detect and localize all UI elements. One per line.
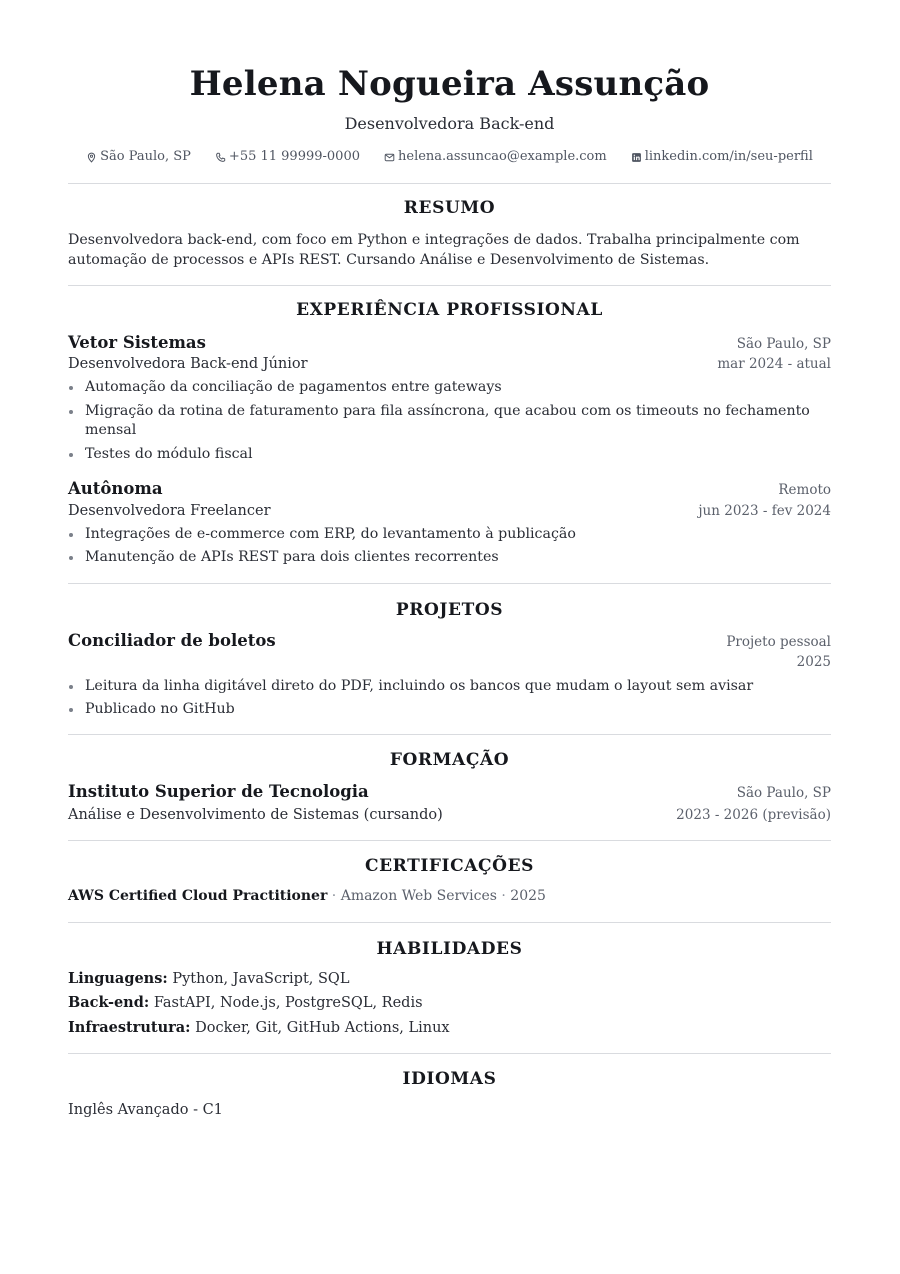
summary-text: Desenvolvedora back-end, com foco em Python e integrações de dados. Trabalha principalmente com automação de processos e APIs REST. Cursando Análise e Desenvolvimento de Sistemas.	[68, 232, 800, 268]
project-name: Conciliador de boletos	[68, 631, 276, 650]
contact-location	[86, 147, 191, 167]
experience-subheader	[68, 501, 831, 521]
education-period: 2023 - 2026 (previsão)	[676, 807, 831, 823]
divider	[68, 1053, 831, 1054]
experience-subheader	[68, 354, 831, 374]
list-item: Leitura da linha digitável direto do PDF, incluindo os bancos que mudam o layout sem avisar	[68, 677, 831, 697]
contact-location-text: São Paulo, SP	[100, 149, 191, 164]
skill-label: Infraestrutura:	[68, 1019, 191, 1036]
experience-org: Vetor Sistemas	[68, 333, 206, 352]
project-year-row	[68, 652, 831, 672]
education-location: São Paulo, SP	[736, 785, 831, 801]
project-bullets	[68, 677, 831, 719]
contact-bar	[68, 147, 831, 167]
separator-dot: ·	[331, 888, 337, 904]
divider	[68, 583, 831, 584]
skill-line	[68, 993, 831, 1013]
experience-location: Remoto	[778, 482, 831, 498]
certification-year: 2025	[510, 888, 546, 904]
experience-bullets	[68, 525, 831, 567]
education-course: Análise e Desenvolvimento de Sistemas (cursando)	[68, 807, 443, 823]
list-item: Publicado no GitHub	[68, 700, 831, 720]
certification-item	[68, 886, 831, 906]
skill-value: Docker, Git, GitHub Actions, Linux	[195, 1020, 450, 1036]
list-item: Migração da rotina de faturamento para fila assíncrona, que acabou com os timeouts no fechamento mensal	[68, 402, 831, 441]
certification-issuer: Amazon Web Services	[340, 888, 497, 904]
separator-dot: ·	[501, 888, 506, 904]
list-item: Automação da conciliação de pagamentos entre gateways	[68, 378, 831, 398]
divider	[68, 922, 831, 923]
divider	[68, 840, 831, 841]
experience-org: Autônoma	[68, 479, 163, 498]
section-title-projetos: PROJETOS	[395, 600, 504, 620]
list-item: Testes do módulo fiscal	[68, 445, 831, 465]
education-header	[68, 781, 831, 803]
contact-phone	[215, 147, 360, 167]
education-institution: Instituto Superior de Tecnologia	[68, 782, 369, 801]
skill-line	[68, 1018, 831, 1038]
skill-line	[68, 969, 831, 989]
mail-icon	[384, 152, 395, 163]
experience-location: São Paulo, SP	[736, 336, 831, 352]
experience-bullets	[68, 378, 831, 464]
section-title-experiencia: EXPERIÊNCIA PROFISSIONAL	[296, 300, 603, 320]
contact-linkedin-text[interactable]: linkedin.com/in/seu-perfil	[644, 149, 813, 164]
experience-role: Desenvolvedora Back-end Júnior	[68, 356, 308, 372]
candidate-role: Desenvolvedora Back-end	[344, 114, 555, 133]
divider	[68, 183, 831, 184]
education-subheader	[68, 805, 831, 825]
contact-email[interactable]	[384, 147, 607, 167]
experience-header	[68, 478, 831, 500]
divider	[68, 734, 831, 735]
experience-role: Desenvolvedora Freelancer	[68, 503, 271, 519]
location-pin-icon	[86, 152, 97, 163]
section-title-habilidades: HABILIDADES	[376, 939, 523, 959]
certification-name: AWS Certified Cloud Practitioner	[68, 888, 328, 904]
list-item: Manutenção de APIs REST para dois clientes recorrentes	[68, 548, 831, 568]
section-title-resumo: RESUMO	[403, 198, 496, 218]
contact-linkedin[interactable]	[631, 147, 813, 167]
list-item: Integrações de e-commerce com ERP, do levantamento à publicação	[68, 525, 831, 545]
skill-label: Linguagens:	[68, 970, 168, 987]
contact-phone-text: +55 11 99999-0000	[228, 149, 360, 164]
candidate-name: Helena Nogueira Assunção	[189, 64, 710, 104]
linkedin-icon	[631, 152, 642, 163]
section-title-idiomas: IDIOMAS	[402, 1069, 497, 1089]
project-year: 2025	[796, 654, 831, 670]
divider	[68, 285, 831, 286]
section-title-certificacoes: CERTIFICAÇÕES	[364, 856, 535, 876]
skill-label: Back-end:	[68, 994, 150, 1011]
experience-header	[68, 332, 831, 354]
phone-icon	[215, 152, 226, 163]
contact-email-text[interactable]: helena.assuncao@example.com	[398, 149, 607, 164]
project-header	[68, 630, 831, 652]
language-item: Inglês Avançado - C1	[68, 1102, 223, 1118]
experience-period: jun 2023 - fev 2024	[698, 503, 831, 519]
skill-value: Python, JavaScript, SQL	[172, 971, 350, 987]
skill-value: FastAPI, Node.js, PostgreSQL, Redis	[153, 995, 423, 1011]
section-title-formacao: FORMAÇÃO	[389, 750, 510, 770]
experience-period: mar 2024 - atual	[717, 356, 831, 372]
project-type: Projeto pessoal	[726, 634, 831, 650]
